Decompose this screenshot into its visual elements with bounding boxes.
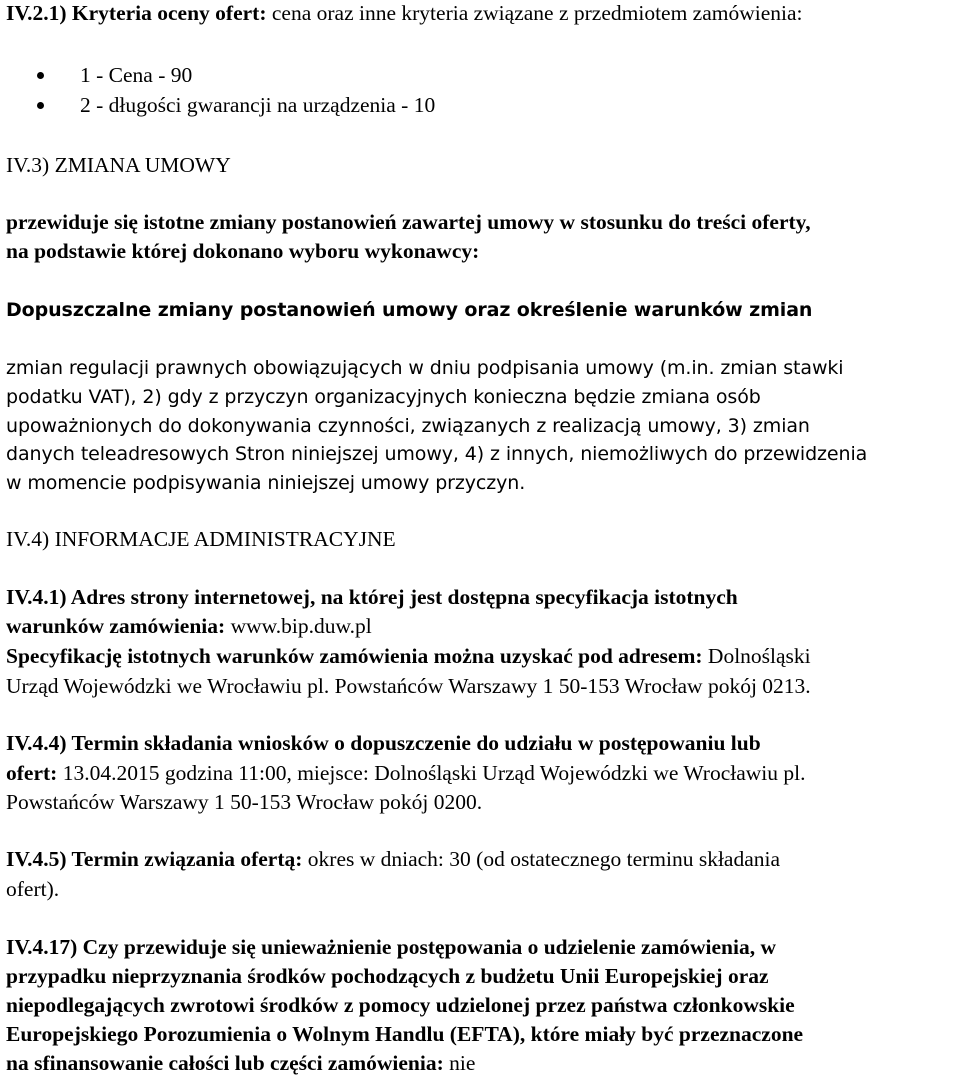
change-intro-text: przewiduje się istotne zmiany postanowień zawartej umowy w stosunku do treści oferty, (6, 210, 811, 234)
website-value: www.bip.duw.pl (225, 614, 372, 638)
criteria-item: 1 - Cena - 90 (80, 63, 193, 87)
change-intro-text: na podstawie której dokonano wyboru wykonawcy: (6, 239, 480, 263)
change-body-line: danych teleadresowych Stron niniejszej umowy, 4) z innych, niemożliwych do przewidzenia (6, 443, 868, 465)
iv41-line (6, 613, 372, 639)
spec-line: Urząd Wojewódzki we Wrocławiu pl. Powstańców Warszawy 1 50-153 Wrocław pokój 0213. (6, 674, 811, 698)
iv45-label: IV.4.5) Termin związania ofertą: (6, 847, 303, 871)
iv44-label: ofert: (6, 761, 58, 785)
change-body-line: upoważnionych do dokonywania czynności, związanych z realizacją umowy, 3) zmian (6, 415, 810, 437)
iv417-line (6, 963, 769, 989)
change-intro-line (6, 209, 811, 235)
change-intro-line (6, 238, 479, 264)
iv44-line (6, 730, 761, 756)
iv417-line (6, 934, 776, 960)
binding-period-value: okres w dniach: 30 (od ostatecznego terminu składania (302, 847, 781, 871)
iv45-line: ofert). (6, 877, 60, 901)
iv44-line: Powstańców Warszawy 1 50-153 Wrocław pokój 0200. (6, 790, 483, 814)
section-heading: IV.4) INFORMACJE ADMINISTRACYJNE (6, 527, 396, 551)
spec-line (6, 643, 811, 669)
bullet-icon (37, 102, 44, 109)
iv41-line (6, 584, 738, 610)
criteria-line (6, 0, 803, 26)
iv45-line (6, 846, 780, 872)
change-body-line: zmian regulacji prawnych obowiązujących w dniu podpisania umowy (m.in. zmian stawki (6, 357, 844, 379)
iv41-label: IV.4.1) Adres strony internetowej, na której jest dostępna specyfikacja istotnych (6, 585, 738, 609)
spec-value: Dolnośląski (702, 644, 811, 668)
criteria-item: 2 - długości gwarancji na urządzenia - 10 (80, 93, 436, 117)
change-body-line: podatku VAT), 2) gdy z przyczyn organizacyjnych konieczna będzie zmiana osób (6, 386, 761, 408)
spec-label: Specyfikację istotnych warunków zamówienia można uzyskać pod adresem: (6, 644, 703, 668)
iv417-value: nie (443, 1051, 476, 1075)
change-subheading (6, 297, 812, 323)
iv417-line (6, 992, 795, 1018)
iv44-label: IV.4.4) Termin składania wniosków o dopuszczenie do udziału w postępowaniu lub (6, 731, 761, 755)
criteria-heading: IV.2.1) Kryteria oceny ofert: (6, 1, 267, 25)
iv417-label: niepodlegających zwrotowi środków z pomocy udzielonej przez państwa członkowskie (6, 993, 795, 1017)
iv417-label: na sfinansowanie całości lub części zamówienia: (6, 1051, 444, 1075)
change-subheading-text: Dopuszczalne zmiany postanowień umowy oraz określenie warunków zmian (6, 299, 813, 321)
iv417-line (6, 1021, 803, 1047)
section-heading: IV.3) ZMIANA UMOWY (6, 153, 231, 177)
iv417-label: IV.4.17) Czy przewiduje się unieważnienie postępowania o udzielenie zamówienia, w (6, 935, 776, 959)
iv417-label: przypadku nieprzyznania środków pochodzących z budżetu Unii Europejskiej oraz (6, 964, 769, 988)
criteria-text: cena oraz inne kryteria związane z przedmiotem zamówienia: (266, 1, 803, 25)
bullet-icon (37, 72, 44, 79)
deadline-value: 13.04.2015 godzina 11:00, miejsce: Dolnośląski Urząd Wojewódzki we Wrocławiu pl. (57, 761, 806, 785)
iv417-line (6, 1050, 475, 1076)
change-body-line: w momencie podpisywania niniejszej umowy przyczyn. (6, 472, 526, 494)
iv417-label: Europejskiego Porozumienia o Wolnym Handlu (EFTA), które miały być przeznaczone (6, 1022, 804, 1046)
iv44-line (6, 760, 806, 786)
iv41-label: warunków zamówienia: (6, 614, 226, 638)
